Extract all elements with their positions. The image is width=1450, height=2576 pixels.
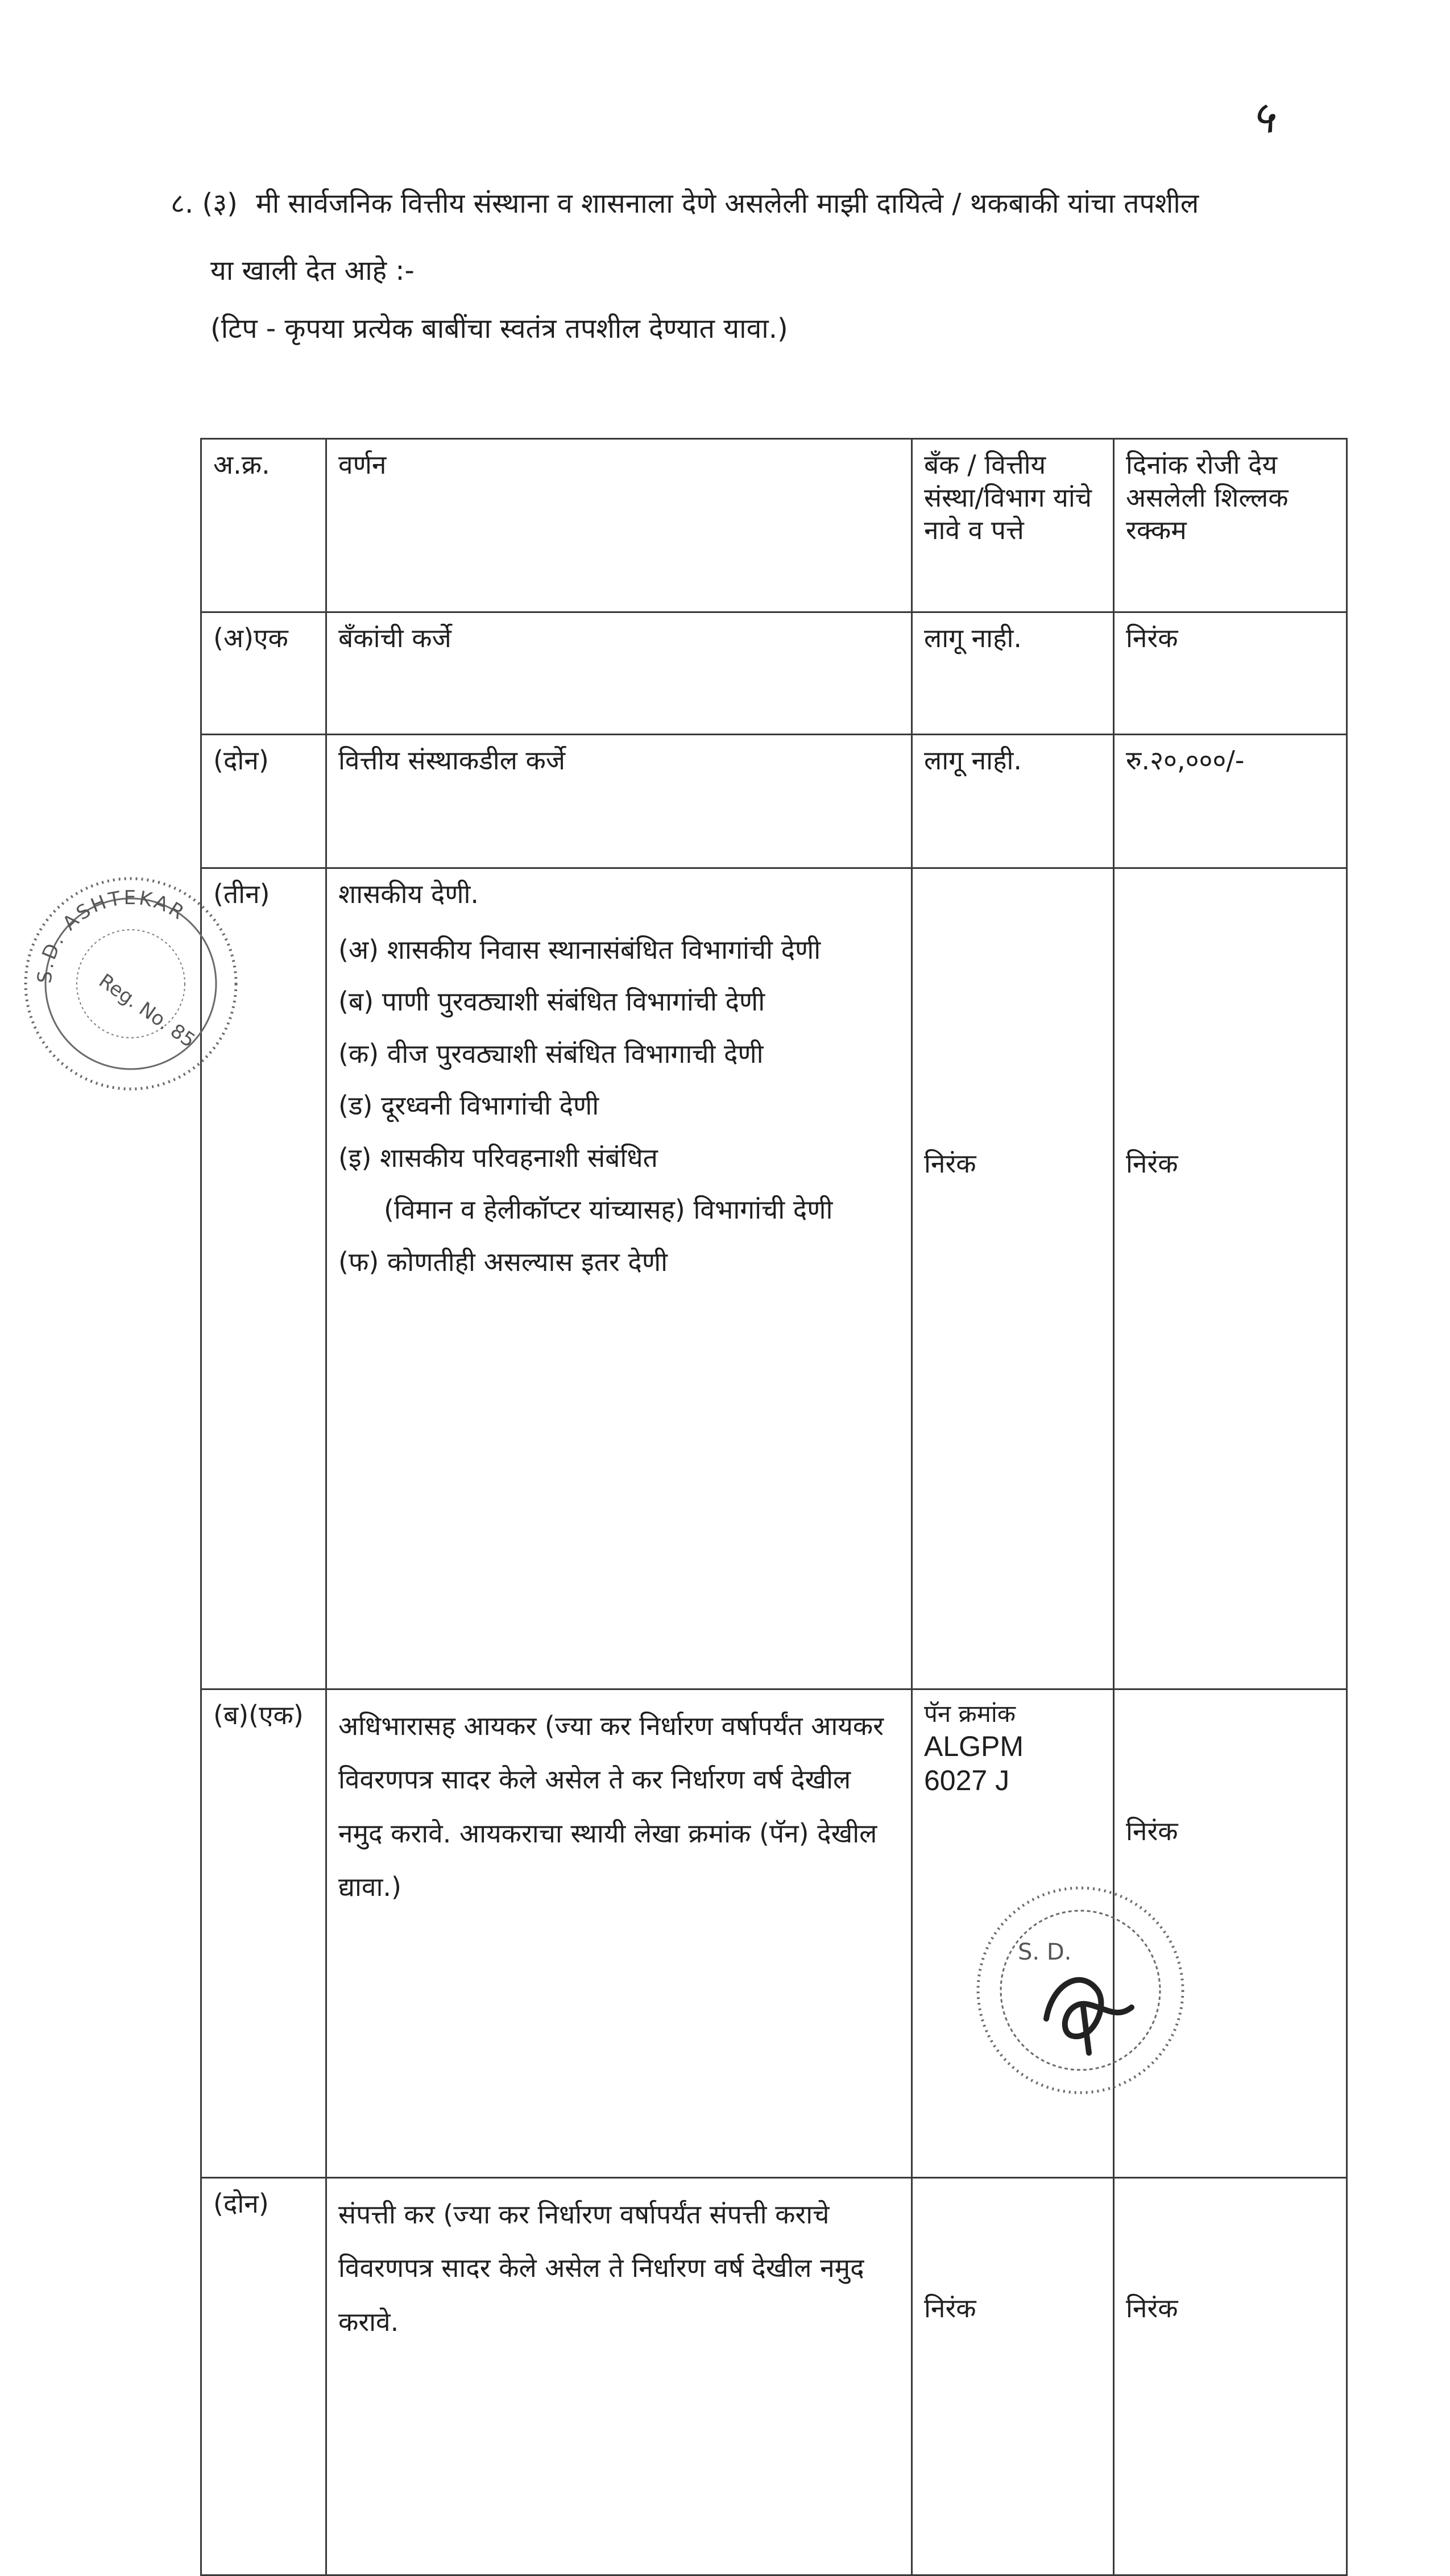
intro-note: (टिप - कृपया प्रत्येक बाबींचा स्वतंत्र तपशील देण्यात यावा.) bbox=[210, 313, 788, 345]
row-outstanding: निरंक bbox=[1114, 612, 1347, 735]
row-outstanding: रु.२०,०००/- bbox=[1114, 735, 1347, 868]
pan-number-1: ALGPM bbox=[924, 1730, 1024, 1762]
row-bank: लागू नाही. bbox=[912, 612, 1114, 735]
govt-dues-item: (ब) पाणी पुरवठ्याशी संबंधित विभागांची देणी bbox=[338, 986, 765, 1017]
pan-label: पॅन क्रमांक bbox=[924, 1700, 1016, 1728]
stamp-text: S.D. ASHTEKAR bbox=[33, 886, 190, 984]
govt-dues-item: (क) वीज पुरवठ्याशी संबंधित विभागाची देणी bbox=[338, 1038, 764, 1069]
row-sr: (अ)एक bbox=[201, 612, 326, 735]
intro-text-1: मी सार्वजनिक वित्तीय संस्थाना व शासनाला देणे असलेली माझी दायित्वे / थकबाकी यांचा तपशील bbox=[256, 188, 1199, 220]
header-description: वर्णन bbox=[326, 439, 912, 612]
table-row bbox=[201, 2178, 1347, 2575]
liabilities-table bbox=[200, 438, 1348, 2576]
row-outstanding: निरंक bbox=[1114, 868, 1347, 1689]
intro-line-2: या खाली देत आहे :- bbox=[210, 255, 415, 287]
table-row bbox=[201, 735, 1347, 868]
pan-number-2: 6027 J bbox=[924, 1764, 1010, 1796]
row-sr: (ब)(एक) bbox=[201, 1689, 326, 2178]
row-description: अधिभारासह आयकर (ज्या कर निर्धारण वर्षापर्यंत आयकर विवरणपत्र सादर केले असेल ते कर निर्धारण वर्ष देखील नमुद करावे. आयकराचा स्थायी लेखा क्रमांक (पॅन) देखील द्यावा.) bbox=[326, 1689, 912, 2178]
govt-dues-item: (ड) दूरध्वनी विभागांची देणी bbox=[338, 1090, 599, 1121]
stamp-reg-text: Reg. No. 85 bbox=[94, 969, 200, 1053]
header-bank: बँक / वित्तीय संस्था/विभाग यांचे नावे व पत्ते bbox=[912, 439, 1114, 612]
signature-mark bbox=[1046, 1980, 1132, 2053]
row-description: संपत्ती कर (ज्या कर निर्धारण वर्षापर्यंत संपत्ती कराचे विवरणपत्र सादर केले असेल ते निर्धारण वर्ष देखील नमुद करावे. bbox=[326, 2178, 912, 2575]
row-description: वित्तीय संस्थाकडील कर्जे bbox=[326, 735, 912, 868]
govt-dues-item: (विमान व हेलीकॉप्टर यांच्यासह) विभागांची देणी bbox=[384, 1194, 833, 1225]
row-description bbox=[326, 868, 912, 1689]
stamp-right-text: S. D. bbox=[1018, 1939, 1072, 1965]
govt-dues-item: (फ) कोणतीही असल्यास इतर देणी bbox=[338, 1246, 668, 1277]
govt-dues-item: (इ) शासकीय परिवहनाशी संबंधित bbox=[338, 1142, 658, 1173]
notary-stamp-left bbox=[11, 853, 250, 1092]
row-bank: निरंक bbox=[912, 868, 1114, 1689]
govt-dues-title: शासकीय देणी. bbox=[338, 879, 479, 909]
notary-stamp-right bbox=[967, 1877, 1194, 2104]
item-number: ८. (३) bbox=[171, 188, 238, 220]
row-sr: (दोन) bbox=[201, 735, 326, 868]
row-description: बँकांची कर्जे bbox=[326, 612, 912, 735]
page-number: ५ bbox=[1251, 92, 1274, 143]
row-outstanding: निरंक bbox=[1114, 1689, 1347, 2178]
table-header-row bbox=[201, 439, 1347, 612]
row-sr: (तीन) bbox=[201, 868, 326, 1689]
table-row bbox=[201, 612, 1347, 735]
header-sr: अ.क्र. bbox=[201, 439, 326, 612]
header-outstanding: दिनांक रोजी देय असलेली शिल्लक रक्कम bbox=[1114, 439, 1347, 612]
row-bank: लागू नाही. bbox=[912, 735, 1114, 868]
govt-dues-item: (अ) शासकीय निवास स्थानासंबंधित विभागांची देणी bbox=[338, 934, 821, 965]
row-sr: (दोन) bbox=[201, 2178, 326, 2575]
intro-line-1 bbox=[171, 188, 1199, 221]
table-row bbox=[201, 868, 1347, 1689]
row-bank: निरंक bbox=[912, 2178, 1114, 2575]
row-outstanding: निरंक bbox=[1114, 2178, 1347, 2575]
svg-text:S.D. ASHTEKAR bbox=[34, 887, 190, 984]
